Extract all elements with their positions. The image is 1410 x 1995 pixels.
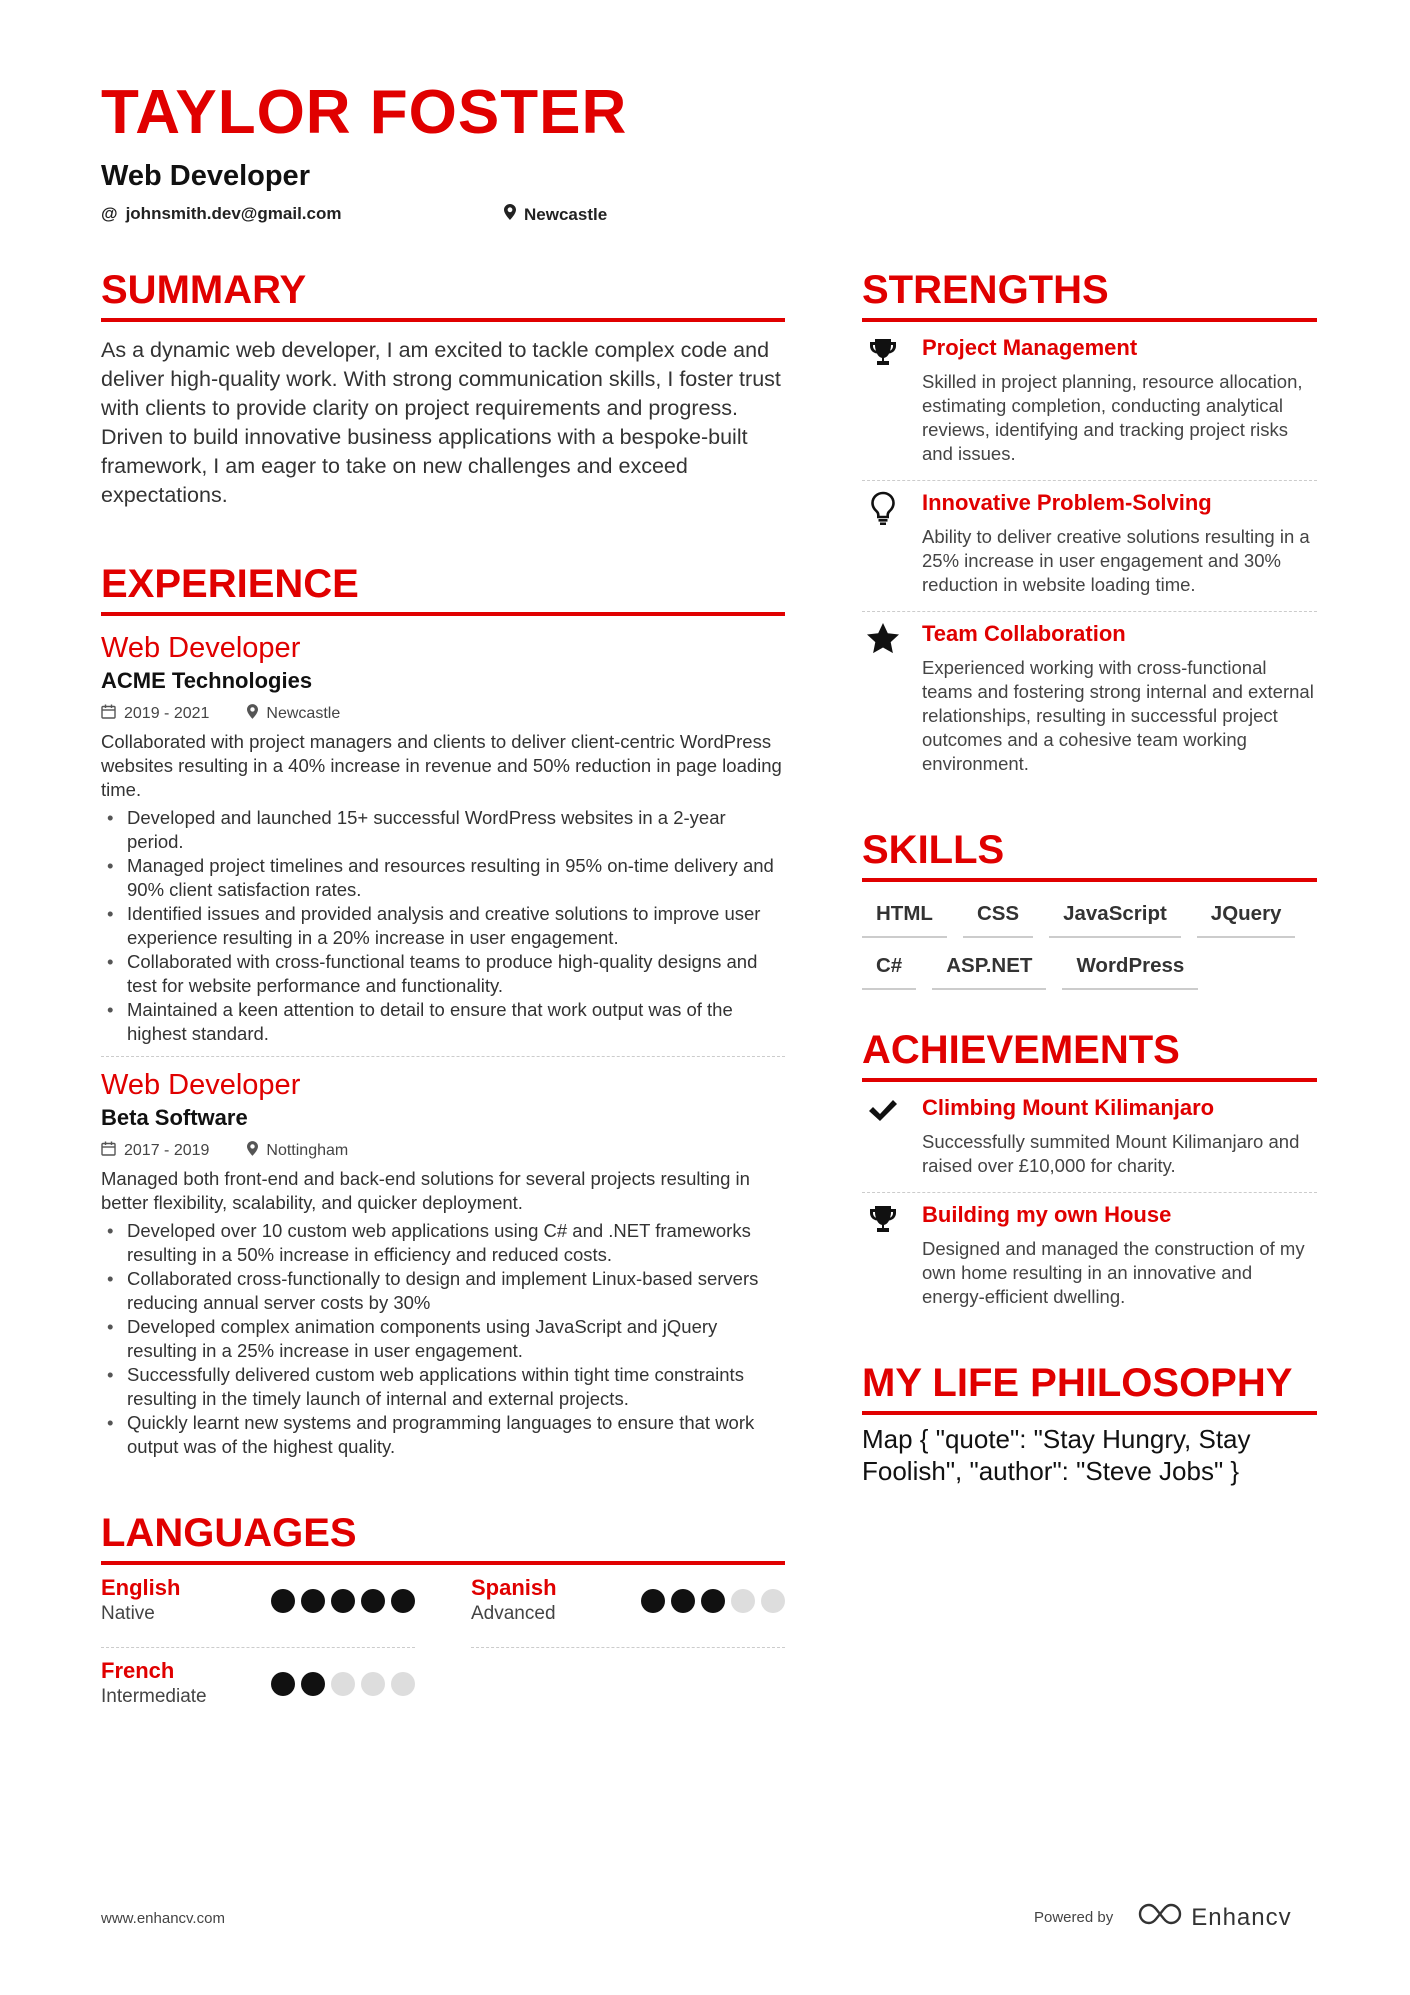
list-item: • Managed project timelines and resources resulting in 95% on-time delivery and 90% client satisfaction rates.	[127, 854, 785, 902]
brand-logo[interactable]	[1137, 1902, 1291, 1933]
skill-tag: CSS	[963, 902, 1033, 938]
rating-dot-filled	[361, 1589, 385, 1613]
job-dates: 2019 - 2021	[124, 705, 210, 722]
achievement-item	[862, 1086, 1317, 1193]
candidate-role: Web Developer	[101, 160, 310, 192]
list-item: • Developed and launched 15+ successful WordPress websites in a 2-year period.	[127, 806, 785, 854]
rating-dot-filled	[301, 1589, 325, 1613]
rating-dot-filled	[671, 1589, 695, 1613]
strength-text: Skilled in project planning, resource allocation, estimating completion, conducting analytical reviews, identifying and tracking project risks and issues.	[922, 371, 1303, 464]
language-item	[471, 1569, 785, 1648]
divider	[101, 1056, 785, 1057]
job-meta	[101, 704, 785, 724]
strength-item	[862, 481, 1317, 612]
rating-dot-empty	[761, 1589, 785, 1613]
company-name: Beta Software	[101, 1105, 248, 1130]
rating-dot-filled	[641, 1589, 665, 1613]
strength-item	[862, 612, 1317, 790]
at-icon: @	[101, 204, 118, 223]
language-level: Native	[101, 1603, 155, 1624]
language-name: English	[101, 1575, 181, 1600]
job-bullets	[101, 1219, 785, 1459]
location-pin-icon	[247, 704, 258, 724]
skill-tag: HTML	[862, 902, 947, 938]
language-rating	[271, 1589, 415, 1613]
language-rating	[271, 1672, 415, 1696]
language-item	[101, 1569, 415, 1648]
email-text: johnsmith.dev@gmail.com	[125, 204, 342, 223]
strength-item	[862, 326, 1317, 481]
trophy-icon	[862, 334, 904, 466]
language-name: French	[101, 1658, 175, 1683]
achievement-title: Climbing Mount Kilimanjaro	[922, 1095, 1215, 1120]
skills-heading: SKILLS	[862, 830, 1317, 882]
language-name: Spanish	[471, 1575, 557, 1600]
summary-heading: SUMMARY	[101, 270, 785, 322]
skill-tag: WordPress	[1062, 954, 1198, 990]
strength-title: Innovative Problem-Solving	[922, 490, 1212, 515]
languages-list	[101, 1569, 785, 1734]
location-contact	[504, 204, 607, 225]
calendar-icon	[101, 1141, 116, 1161]
list-item: • Successfully delivered custom web applications within tight time constraints resulting in the timely launch of internal and external projects.	[127, 1363, 785, 1411]
skill-tag: JQuery	[1197, 902, 1296, 938]
list-item: • Collaborated cross-functionally to design and implement Linux-based servers reducing annual server costs by 30%	[127, 1267, 785, 1315]
rating-dot-empty	[731, 1589, 755, 1613]
star-icon	[862, 620, 904, 776]
rating-dot-empty	[361, 1672, 385, 1696]
skill-tag: ASP.NET	[932, 954, 1046, 990]
strength-text: Experienced working with cross-functional teams and fostering strong internal and external relationships, resulting in successful project outcomes and a cohesive team working environment.	[922, 657, 1314, 774]
list-item: • Developed complex animation components using JavaScript and jQuery resulting in a 25% increase in user engagement.	[127, 1315, 785, 1363]
enhancv-logo-icon	[1137, 1902, 1183, 1933]
website-link[interactable]: www.enhancv.com	[101, 1910, 225, 1927]
achievements-heading: ACHIEVEMENTS	[862, 1030, 1317, 1082]
philosophy-heading: MY LIFE PHILOSOPHY	[862, 1363, 1317, 1415]
rating-dot-filled	[271, 1589, 295, 1613]
skill-tag: JavaScript	[1049, 902, 1181, 938]
job-description: Managed both front-end and back-end solutions for several projects resulting in better flexibility, scalability, and quicker deployment.	[101, 1168, 750, 1213]
rating-dot-filled	[701, 1589, 725, 1613]
rating-dot-filled	[391, 1589, 415, 1613]
candidate-name: TAYLOR FOSTER	[101, 78, 628, 147]
location-pin-icon	[247, 1141, 258, 1161]
language-rating	[641, 1589, 785, 1613]
footer-brand	[1034, 1902, 1292, 1933]
job-location: Nottingham	[266, 1142, 349, 1159]
rating-dot-filled	[331, 1589, 355, 1613]
strength-text: Ability to deliver creative solutions resulting in a 25% increase in user engagement and 30% reduction in website loading time.	[922, 526, 1310, 595]
language-level: Intermediate	[101, 1686, 207, 1707]
list-item: • Identified issues and provided analysis and creative solutions to improve user experience resulting in a 20% increase in user engagement.	[127, 902, 785, 950]
trophy-icon	[862, 1201, 904, 1309]
location-pin-icon	[504, 204, 516, 225]
skills-list	[862, 902, 1317, 990]
experience-heading: EXPERIENCE	[101, 564, 785, 616]
job-entry	[101, 1067, 785, 1459]
list-item: • Quickly learnt new systems and programming languages to ensure that work output was of the highest quality.	[127, 1411, 785, 1459]
languages-heading: LANGUAGES	[101, 1513, 785, 1565]
right-column	[862, 270, 1317, 1487]
rating-dot-filled	[271, 1672, 295, 1696]
company-name: ACME Technologies	[101, 668, 313, 693]
job-dates: 2017 - 2019	[124, 1142, 210, 1159]
strengths-heading: STRENGTHS	[862, 270, 1317, 322]
brand-name: Enhancv	[1191, 1903, 1292, 1931]
job-location: Newcastle	[266, 705, 341, 722]
job-description: Collaborated with project managers and clients to deliver client-centric WordPress websites resulting in a 40% increase in revenue and 50% reduction in page loading time.	[101, 731, 782, 800]
job-title: Web Developer	[101, 632, 301, 664]
job-bullets	[101, 806, 785, 1046]
checkmark-icon	[862, 1094, 904, 1178]
email-contact[interactable]	[101, 204, 341, 224]
strength-title: Project Management	[922, 335, 1138, 360]
rating-dot-empty	[391, 1672, 415, 1696]
powered-by-label: Powered by	[1034, 1909, 1114, 1926]
language-item	[101, 1652, 415, 1730]
strength-title: Team Collaboration	[922, 621, 1126, 646]
left-column	[101, 270, 785, 1734]
location-text: Newcastle	[524, 204, 608, 224]
achievement-text: Designed and managed the construction of my own home resulting in an innovative and energy-efficient dwelling.	[922, 1238, 1305, 1307]
rating-dot-empty	[331, 1672, 355, 1696]
calendar-icon	[101, 704, 116, 724]
rating-dot-filled	[301, 1672, 325, 1696]
job-title: Web Developer	[101, 1069, 301, 1101]
summary-text: As a dynamic web developer, I am excited to tackle complex code and deliver high-quality work. With strong communication skills, I foster trust with clients to provide clarity on project requirements and progress. Driven to build innovative business applications with a bespoke-built framework, I am eager to take on new challenges and exceed expectations.	[101, 338, 781, 507]
achievement-item	[862, 1193, 1317, 1323]
job-meta	[101, 1141, 785, 1161]
achievement-title: Building my own House	[922, 1202, 1172, 1227]
skill-tag: C#	[862, 954, 916, 990]
achievement-text: Successfully summited Mount Kilimanjaro and raised over £10,000 for charity.	[922, 1131, 1300, 1176]
lightbulb-icon	[862, 489, 904, 597]
list-item: • Developed over 10 custom web applications using C# and .NET frameworks resulting in a 50% increase in efficiency and reduced costs.	[127, 1219, 785, 1267]
list-item: • Collaborated with cross-functional teams to produce high-quality designs and test for website performance and functionality.	[127, 950, 785, 998]
philosophy-text: Map { "quote": "Stay Hungry, Stay Foolish", "author": "Steve Jobs" }	[862, 1424, 1251, 1486]
language-level: Advanced	[471, 1603, 556, 1624]
job-entry	[101, 630, 785, 1046]
list-item: • Maintained a keen attention to detail to ensure that work output was of the highest standard.	[127, 998, 785, 1046]
